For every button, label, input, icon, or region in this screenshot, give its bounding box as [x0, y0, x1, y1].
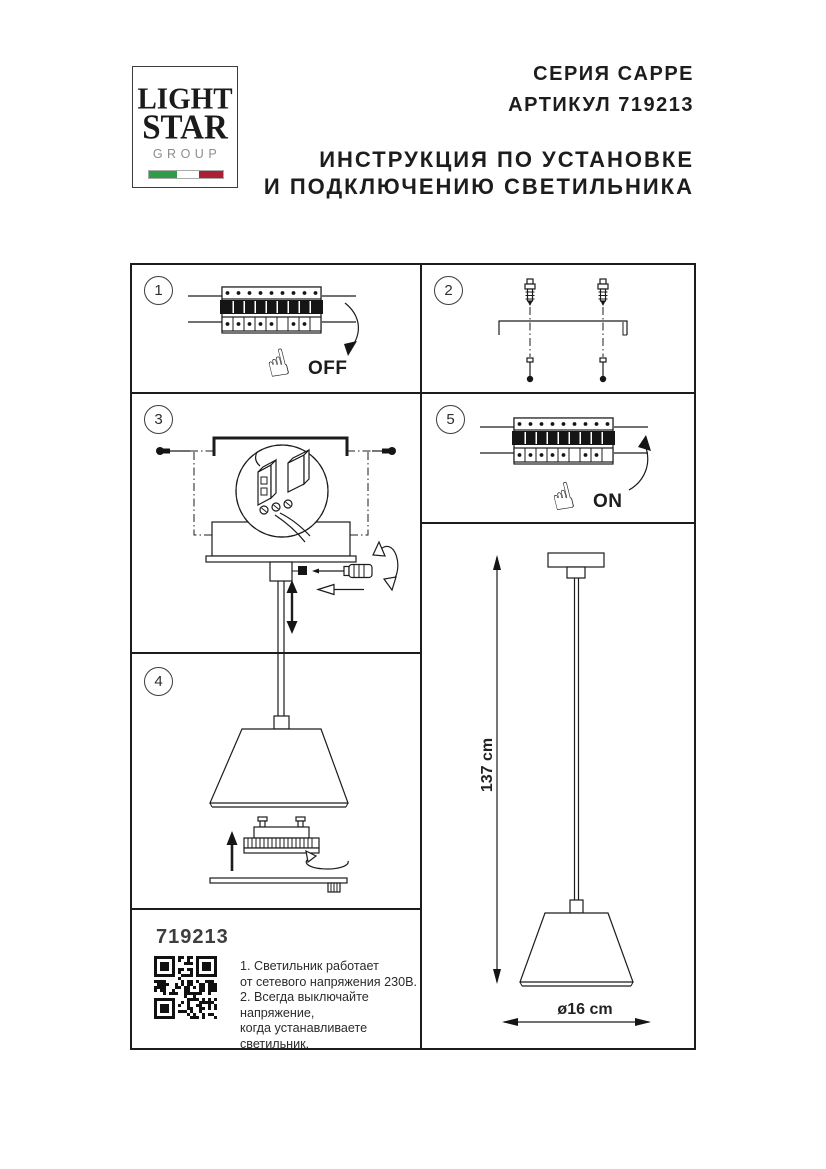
- step-number: 5: [446, 411, 455, 428]
- note-line: когда устанавливаете светильник.: [240, 1021, 368, 1051]
- article-title: АРТИКУЛ 719213: [508, 94, 694, 116]
- mounting-bracket-diagram: [422, 265, 692, 392]
- flag-white: [177, 171, 198, 178]
- adjust-height-arrow-icon: [287, 580, 298, 634]
- note-line: 1. Светильник работает: [240, 959, 379, 973]
- logo-word-group: GROUP: [152, 147, 222, 161]
- logo-word-star: STAR: [142, 109, 228, 147]
- wall-anchor-icon: [527, 358, 533, 382]
- footer-panel: [132, 910, 422, 1051]
- lamp-module-icon: [244, 817, 319, 853]
- canopy-wiring-diagram: [132, 394, 420, 652]
- pointing-hand-icon: ☝: [261, 340, 294, 388]
- screw-icon: [156, 447, 190, 455]
- qr-code: [154, 956, 220, 1022]
- instruction-title-line2: И ПОДКЛЮЧЕНИЮ СВЕТИЛЬНИКА: [263, 174, 694, 199]
- wall-anchor-icon: [600, 358, 606, 382]
- pointing-hand-icon: ☝: [546, 473, 579, 521]
- turn-on-arrow-icon: [629, 445, 648, 490]
- header-titles: [264, 63, 694, 200]
- off-label: OFF: [308, 358, 348, 379]
- step-panel-1: [132, 265, 422, 394]
- note-line: от сетевого напряжения 230В.: [240, 974, 417, 989]
- flag-red: [199, 171, 223, 178]
- logo-word-light: LIGHT: [137, 82, 233, 116]
- footer-article-number: 719213: [156, 926, 229, 948]
- rotate-arrows-icon: [373, 542, 398, 590]
- breaker-off-diagram: [132, 265, 420, 392]
- diameter-dimension-line: [502, 1018, 651, 1026]
- lamp-dimensions-panel: [422, 524, 694, 1048]
- height-dimension-label: 137 cm: [479, 737, 496, 793]
- pendant-lamp-drawing: [422, 524, 692, 1046]
- step-number: 2: [444, 282, 453, 299]
- step-number: 3: [154, 411, 163, 428]
- safety-notes: [240, 959, 420, 1053]
- screw-icon: [525, 279, 535, 306]
- diameter-dimension-label: ø16 cm: [557, 1001, 613, 1018]
- step-panel-3: [132, 394, 422, 654]
- on-label: ON: [593, 491, 623, 512]
- steps-grid: [130, 263, 696, 1050]
- screw-icon: [372, 447, 396, 455]
- screwdriver-icon: [312, 565, 372, 578]
- step-panel-4: [132, 654, 422, 910]
- italian-flag-bar: [148, 170, 224, 179]
- step-panel-2: [422, 265, 694, 394]
- step-number: 1: [154, 282, 163, 299]
- shade-assembly-diagram: [132, 654, 420, 908]
- diffuser-plate-icon: [210, 878, 347, 892]
- insert-arrow-icon: [318, 585, 364, 595]
- flag-green: [149, 171, 177, 178]
- rotate-arrow-icon: [306, 851, 348, 869]
- instruction-title-line1: ИНСТРУКЦИЯ ПО УСТАНОВКЕ: [319, 147, 694, 172]
- step-panel-5: [422, 394, 694, 524]
- step-number: 4: [154, 673, 163, 690]
- note-line: 2. Всегда выключайте напряжение,: [240, 990, 369, 1020]
- screw-icon: [598, 279, 608, 306]
- insert-up-arrow-icon: [227, 831, 238, 871]
- breaker-on-diagram: [422, 394, 692, 522]
- lightstar-logo: [132, 66, 238, 188]
- series-title: СЕРИЯ CAPPE: [533, 63, 694, 85]
